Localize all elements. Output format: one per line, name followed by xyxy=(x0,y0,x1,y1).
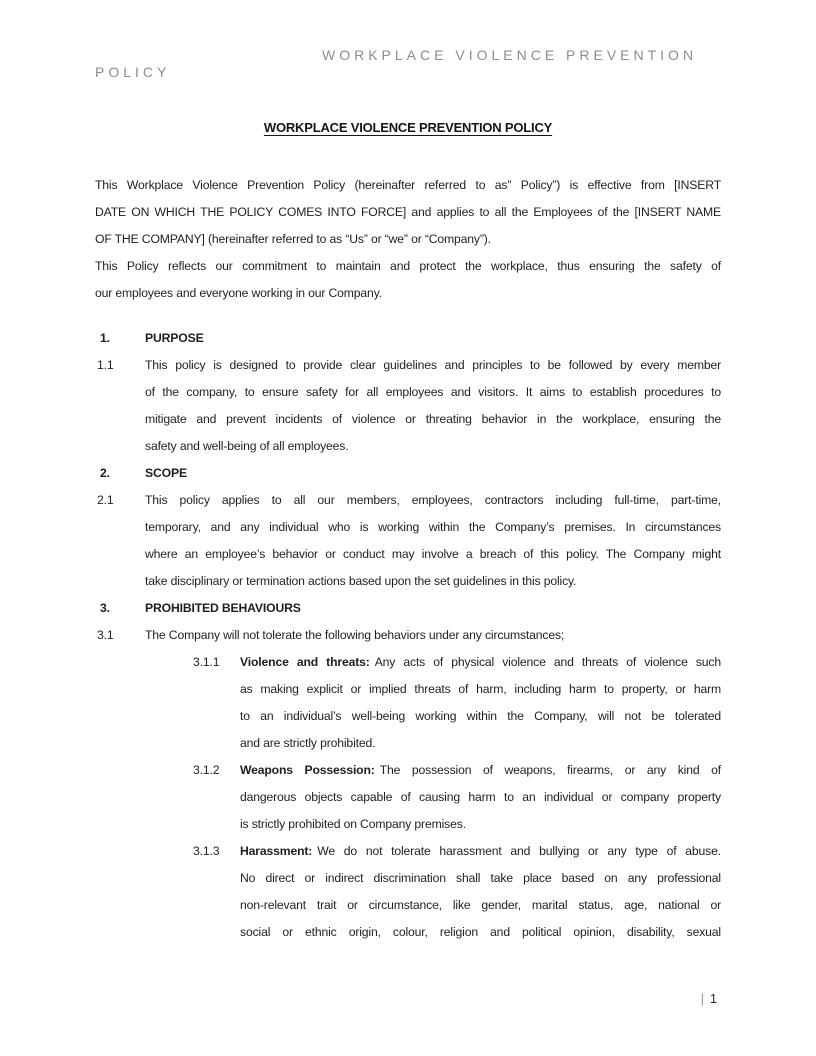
subitem-label: Weapons Possession: xyxy=(240,763,375,777)
text-line: This Workplace Violence Prevention Policy (hereinafter referred to as” Policy”) is effective from [INSERT xyxy=(95,178,721,192)
text-line: safety and well-being of all employees. xyxy=(145,439,349,453)
text-line: take disciplinary or termination actions based upon the set guidelines in this policy. xyxy=(145,574,577,588)
section-number: 3. xyxy=(100,601,110,615)
subitem-label: Harassment: xyxy=(240,844,313,858)
text-line: and are strictly prohibited. xyxy=(240,736,376,750)
list-item-number: 2.1 xyxy=(97,493,114,507)
text-line xyxy=(240,649,721,676)
list-item-number: 3.1.2 xyxy=(193,763,220,777)
intro-block xyxy=(95,172,721,307)
sections-block xyxy=(95,325,721,946)
section-heading: PURPOSE xyxy=(145,331,204,345)
text-run: Any acts of physical violence and threats of violence such xyxy=(374,655,721,669)
subitem-label: Violence and threats: xyxy=(240,655,370,669)
text-line: social or ethnic origin, colour, religion and political opinion, disability, sexual xyxy=(240,925,721,939)
text-line: This Policy reflects our commitment to maintain and protect the workplace, thus ensuring the safety of xyxy=(95,259,721,273)
list-item-text xyxy=(145,352,721,460)
page-footer xyxy=(701,991,717,1007)
list-subitem-3-1-1 xyxy=(95,649,721,757)
text-line: This policy applies to all our members, employees, contractors including full-time, part-time, xyxy=(145,493,721,507)
text-line: dangerous objects capable of causing harm to an individual or company property xyxy=(240,790,721,804)
text-line: DATE ON WHICH THE POLICY COMES INTO FORCE] and applies to all the Employees of the [INSERT NAME xyxy=(95,205,721,219)
text-line: The Company will not tolerate the following behaviors under any circumstances; xyxy=(145,628,565,642)
text-line: OF THE COMPANY] (hereinafter referred to as “Us” or “we” or “Company”). xyxy=(95,232,491,246)
list-item-text xyxy=(240,838,721,946)
list-item-2-1 xyxy=(95,487,721,595)
list-item-3-1 xyxy=(95,622,721,649)
section-heading: SCOPE xyxy=(145,466,187,480)
page-number: 1 xyxy=(710,992,717,1006)
text-line: temporary, and any individual who is working within the Company’s premises. In circumstances xyxy=(145,520,721,534)
list-item-number: 3.1.1 xyxy=(193,655,220,669)
list-item-number: 3.1 xyxy=(97,628,114,642)
intro-paragraph-2 xyxy=(95,253,721,307)
running-header-line-1: WORKPLACE VIOLENCE PREVENTION xyxy=(322,47,698,63)
list-subitem-3-1-2 xyxy=(95,757,721,838)
list-item-text xyxy=(240,649,721,757)
running-header-line-2: POLICY xyxy=(95,64,171,80)
text-line: where an employee’s behavior or conduct may involve a breach of this policy. The Company might xyxy=(145,547,721,561)
list-item-text xyxy=(240,757,721,838)
section-heading-row xyxy=(95,595,721,622)
text-line: non-relevant trait or circumstance, like gender, marital status, age, national or xyxy=(240,898,721,912)
section-heading-row xyxy=(95,325,721,352)
text-line: our employees and everyone working in our Company. xyxy=(95,286,382,300)
list-item-1-1 xyxy=(95,352,721,460)
document-title xyxy=(95,118,721,138)
text-line: No direct or indirect discrimination shall take place based on any professional xyxy=(240,871,721,885)
list-subitem-3-1-3 xyxy=(95,838,721,946)
section-number: 1. xyxy=(100,331,110,345)
list-item-text xyxy=(145,622,721,649)
text-line: as making explicit or implied threats of harm, including harm to property, or harm xyxy=(240,682,721,696)
text-line: is strictly prohibited on Company premises. xyxy=(240,817,466,831)
list-item-text xyxy=(145,487,721,595)
text-line xyxy=(240,757,721,784)
list-item-number: 1.1 xyxy=(97,358,114,372)
text-run: The possession of weapons, firearms, or any kind of xyxy=(379,763,721,777)
section-heading: PROHIBITED BEHAVIOURS xyxy=(145,601,301,615)
intro-paragraph-1 xyxy=(95,172,721,253)
text-line: of the company, to ensure safety for all employees and visitors. It aims to establish procedures to xyxy=(145,385,721,399)
text-line: to an individual’s well-being working within the Company, will not be tolerated xyxy=(240,709,721,723)
text-run: We do not tolerate harassment and bullying or any type of abuse. xyxy=(317,844,721,858)
section-heading-row xyxy=(95,460,721,487)
document-title-text: WORKPLACE VIOLENCE PREVENTION POLICY xyxy=(263,120,553,135)
footer-separator: | xyxy=(700,992,705,1006)
section-number: 2. xyxy=(100,466,110,480)
text-line: This policy is designed to provide clear guidelines and principles to be followed by every member xyxy=(145,358,721,372)
list-item-number: 3.1.3 xyxy=(193,844,220,858)
text-line: mitigate and prevent incidents of violence or threating behavior in the workplace, ensuring the xyxy=(145,412,721,426)
text-line xyxy=(240,838,721,865)
